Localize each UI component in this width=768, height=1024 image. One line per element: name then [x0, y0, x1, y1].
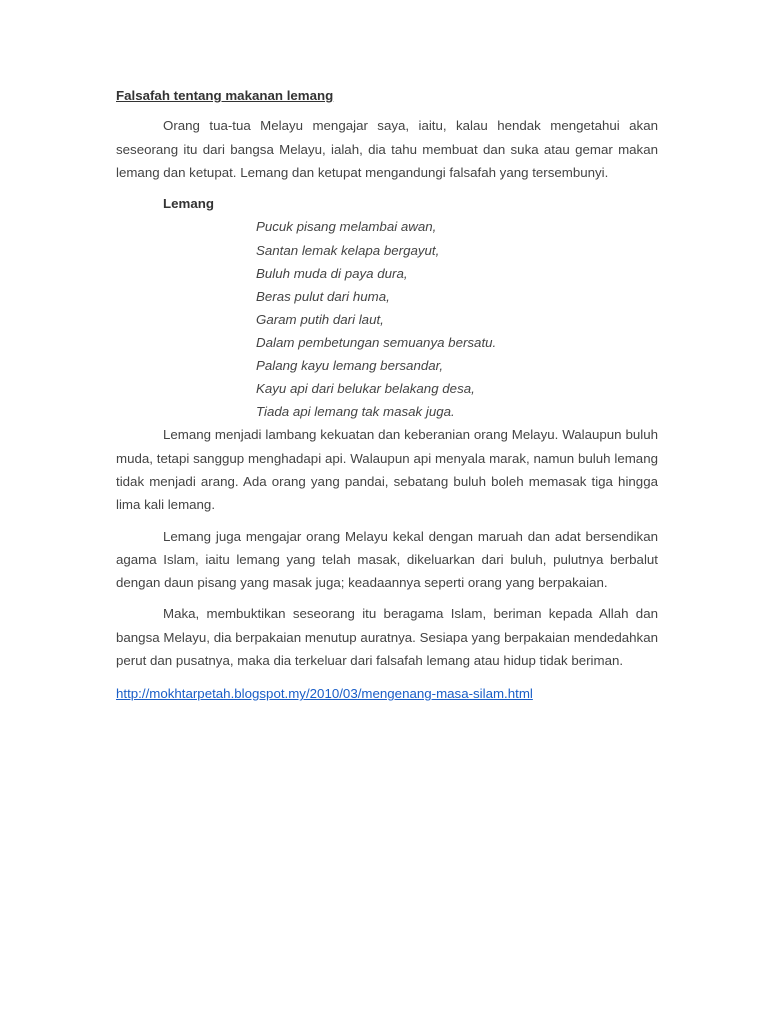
body-paragraph-1: Lemang menjadi lambang kekuatan dan keberanian orang Melayu. Walaupun buluh muda, tetapi sanggup menghadapi api. Walaupun api menyala marak, namun buluh lemang tidak menjadi arang. Ada orang yang pandai, sebatang buluh boleh memasak tiga hingga lima kali lemang. — [116, 427, 658, 513]
intro-paragraph: Orang tua-tua Melayu mengajar saya, iaitu, kalau hendak mengetahui akan seseorang itu dari bangsa Melayu, ialah, dia tahu membuat dan suka atau gemar makan lemang dan ketupat. Lemang dan ketupat mengandungi falsafah yang tersembunyi. — [116, 118, 658, 180]
body-paragraph-2: Lemang juga mengajar orang Melayu kekal dengan maruah dan adat bersendikan agama Islam, iaitu lemang yang telah masak, dikeluarkan dari buluh, pulutnya berbalut dengan daun pisang yang masak juga; keadaannya seperti orang yang berpakaian. — [116, 528, 658, 591]
poem-heading: Lemang — [163, 196, 214, 212]
poem — [256, 215, 658, 423]
poem-line: Palang kayu lemang bersandar, — [256, 358, 444, 374]
poem-line: Buluh muda di paya dura, — [256, 265, 408, 281]
body-paragraph-3: Maka, membuktikan seseorang itu beragama Islam, beriman kepada Allah dan bangsa Melayu, dia berpakaian menutup auratnya. Sesiapa yang berpakaian mendedahkan perut dan pusatnya, maka dia terkeluar dari falsafah lemang atau hidup tidak beriman. — [116, 606, 658, 668]
poem-line: Tiada api lemang tak masak juga. — [256, 404, 455, 420]
poem-line: Santan lemak kelapa bergayut, — [256, 242, 440, 258]
poem-line: Dalam pembetungan semuanya bersatu. — [256, 334, 497, 350]
document-page — [116, 84, 658, 706]
poem-line: Kayu api dari belukar belakang desa, — [256, 381, 475, 397]
poem-line: Beras pulut dari huma, — [256, 288, 390, 304]
poem-line: Pucuk pisang melambai awan, — [256, 219, 437, 235]
poem-line: Garam putih dari laut, — [256, 311, 384, 327]
source-link[interactable]: http://mokhtarpetah.blogspot.my/2010/03/mengenang-masa-silam.html — [116, 686, 533, 702]
document-title: Falsafah tentang makanan lemang — [116, 88, 334, 103]
